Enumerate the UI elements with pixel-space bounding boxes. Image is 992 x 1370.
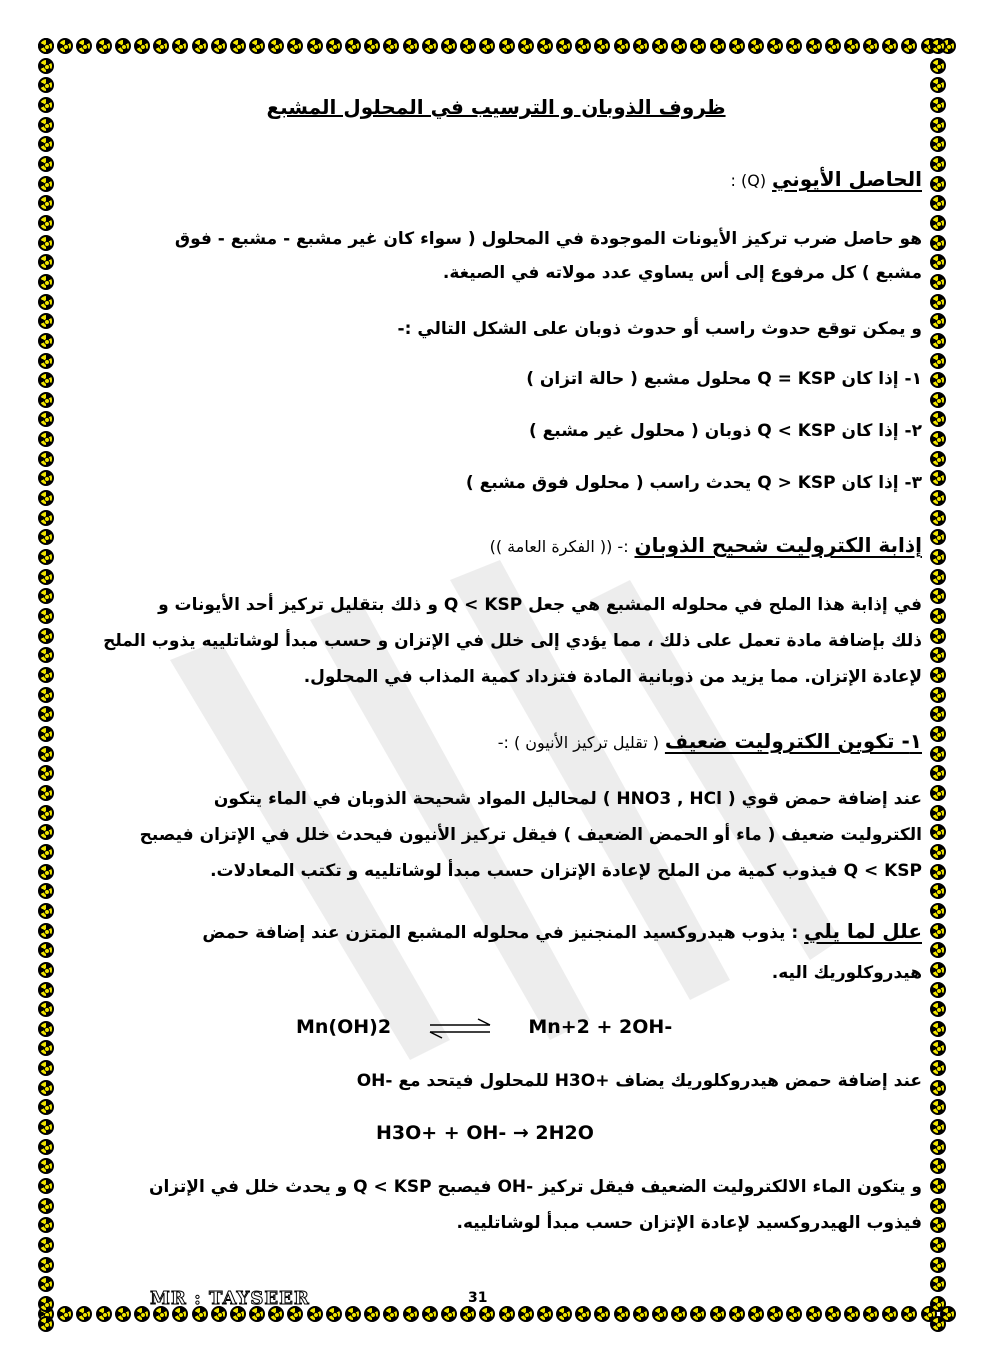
hazard-border-icon bbox=[729, 38, 745, 54]
hazard-border-icon bbox=[38, 883, 54, 899]
hazard-border-icon bbox=[38, 353, 54, 369]
hazard-border-icon bbox=[930, 1060, 946, 1076]
hazard-border-icon bbox=[249, 38, 265, 54]
hazard-border-icon bbox=[38, 962, 54, 978]
hazard-border-icon bbox=[403, 1306, 419, 1322]
hazard-border-icon bbox=[575, 1306, 591, 1322]
hazard-border-icon bbox=[38, 1316, 54, 1332]
hazard-border-icon bbox=[38, 1276, 54, 1292]
reason-line-2: هيدروكلوريك اليه. bbox=[771, 963, 922, 983]
hazard-border-icon bbox=[806, 38, 822, 54]
hazard-border-icon bbox=[422, 1306, 438, 1322]
author-signature: MR : TAYSEER bbox=[150, 1288, 310, 1309]
hazard-border-icon bbox=[460, 1306, 476, 1322]
hazard-border-icon bbox=[930, 608, 946, 624]
hazard-border-icon bbox=[710, 38, 726, 54]
hazard-border-icon bbox=[594, 38, 610, 54]
hazard-border-icon bbox=[767, 1306, 783, 1322]
hazard-border-icon bbox=[901, 38, 917, 54]
dissolving-heading: إذابة الكتروليت شحيح الذوبان :- (( الفكرة العامة )) bbox=[489, 533, 922, 557]
hazard-border-icon bbox=[38, 372, 54, 388]
hazard-border-icon bbox=[38, 1198, 54, 1214]
page-number: 31 bbox=[468, 1290, 488, 1306]
hazard-border-icon bbox=[96, 38, 112, 54]
hazard-border-icon bbox=[38, 687, 54, 703]
hazard-border-icon bbox=[38, 529, 54, 545]
hazard-border-icon bbox=[441, 38, 457, 54]
hazard-border-icon bbox=[38, 982, 54, 998]
hazard-border-icon bbox=[671, 38, 687, 54]
hazard-border-icon bbox=[652, 38, 668, 54]
hazard-border-icon bbox=[930, 805, 946, 821]
hazard-border-icon bbox=[38, 1158, 54, 1174]
hazard-border-icon bbox=[38, 392, 54, 408]
hazard-border-icon bbox=[930, 883, 946, 899]
hazard-border-icon bbox=[652, 1306, 668, 1322]
hazard-border-icon bbox=[76, 1306, 92, 1322]
hazard-border-icon bbox=[38, 215, 54, 231]
hazard-border-icon bbox=[326, 38, 342, 54]
hazard-border-icon bbox=[38, 451, 54, 467]
hazard-border-icon bbox=[38, 726, 54, 742]
hazard-border-icon bbox=[930, 1080, 946, 1096]
hazard-border-icon bbox=[930, 38, 946, 54]
hazard-border-icon bbox=[930, 824, 946, 840]
hazard-border-icon bbox=[38, 274, 54, 290]
hazard-border-icon bbox=[38, 569, 54, 585]
hazard-border-icon bbox=[930, 687, 946, 703]
hazard-border-icon bbox=[930, 647, 946, 663]
hazard-border-icon bbox=[38, 176, 54, 192]
hazard-border-icon bbox=[930, 1158, 946, 1174]
hazard-border-icon bbox=[192, 38, 208, 54]
hazard-border-icon bbox=[38, 470, 54, 486]
hazard-border-icon bbox=[345, 1306, 361, 1322]
definition-line-1: هو حاصل ضرب تركيز الأيونات الموجودة في المحلول ( سواء كان غير مشبع - مشبع - فوق bbox=[174, 229, 922, 249]
hazard-border-icon bbox=[930, 667, 946, 683]
hazard-border-icon bbox=[38, 1060, 54, 1076]
hazard-border-icon bbox=[38, 785, 54, 801]
hazard-border-icon bbox=[930, 372, 946, 388]
hazard-border-icon bbox=[901, 1306, 917, 1322]
hazard-border-icon bbox=[268, 38, 284, 54]
hazard-border-icon bbox=[38, 864, 54, 880]
hazard-border-icon bbox=[729, 1306, 745, 1322]
equilibrium-arrows-icon bbox=[428, 1017, 492, 1039]
hazard-border-icon bbox=[748, 38, 764, 54]
hazard-border-icon bbox=[38, 411, 54, 427]
hazard-border-icon bbox=[748, 1306, 764, 1322]
dissolving-line-3: لإعادة الإتزان. مما يزيد من ذوبانية المادة فتزداد كمية المذاب في المحلول. bbox=[303, 667, 922, 687]
hazard-border-icon bbox=[38, 195, 54, 211]
hazard-border-icon bbox=[930, 176, 946, 192]
hazard-border-icon bbox=[38, 608, 54, 624]
hazard-border-icon bbox=[499, 1306, 515, 1322]
hazard-border-icon bbox=[38, 58, 54, 74]
hazard-border-icon bbox=[930, 1257, 946, 1273]
hazard-border-icon bbox=[930, 235, 946, 251]
hazard-border-icon bbox=[38, 588, 54, 604]
hazard-border-icon bbox=[930, 510, 946, 526]
case-item-3: ٣- إذا كان Q > KSP يحدث راسب ( محلول فوق مشبع ) bbox=[465, 473, 922, 493]
hazard-border-icon bbox=[930, 353, 946, 369]
hazard-border-icon bbox=[38, 136, 54, 152]
definition-line-2: مشبع ) كل مرفوع إلى أس يساوي عدد مولاته في الصيغة. bbox=[442, 263, 922, 283]
hazard-border-icon bbox=[930, 313, 946, 329]
hazard-border-icon bbox=[930, 136, 946, 152]
hazard-border-icon bbox=[930, 942, 946, 958]
hazard-border-icon bbox=[287, 38, 303, 54]
hazard-border-icon bbox=[930, 864, 946, 880]
hazard-border-icon bbox=[38, 824, 54, 840]
hazard-border-icon bbox=[930, 58, 946, 74]
hazard-border-icon bbox=[326, 1306, 342, 1322]
weak-electrolyte-line-1: عند إضافة حمض قوي ( HNO3 , HCl ) لمحاليل المواد شحيحة الذوبان في الماء يتكون bbox=[213, 789, 922, 809]
hazard-border-icon bbox=[38, 765, 54, 781]
hazard-border-icon bbox=[806, 1306, 822, 1322]
hazard-border-icon bbox=[930, 451, 946, 467]
hazard-border-icon bbox=[38, 97, 54, 113]
hazard-border-icon bbox=[38, 1080, 54, 1096]
hazard-border-icon bbox=[38, 1021, 54, 1037]
hazard-border-icon bbox=[930, 746, 946, 762]
hazard-border-icon bbox=[38, 117, 54, 133]
conclusion-line-2: فيذوب الهيدروكسيد لإعادة الإتزان حسب مبدأ لوشاتلييه. bbox=[456, 1213, 922, 1233]
hazard-border-icon bbox=[307, 38, 323, 54]
hazard-border-icon bbox=[153, 38, 169, 54]
hazard-border-icon bbox=[863, 1306, 879, 1322]
page-border-left bbox=[38, 38, 64, 1332]
hazard-border-icon bbox=[594, 1306, 610, 1322]
hazard-border-icon bbox=[38, 1237, 54, 1253]
hazard-border-icon bbox=[38, 1178, 54, 1194]
hazard-border-icon bbox=[479, 1306, 495, 1322]
hazard-border-icon bbox=[614, 1306, 630, 1322]
hazard-border-icon bbox=[786, 38, 802, 54]
hazard-border-icon bbox=[38, 313, 54, 329]
hazard-border-icon bbox=[38, 431, 54, 447]
page-border-right bbox=[930, 38, 956, 1332]
hazard-border-icon bbox=[575, 38, 591, 54]
hazard-border-icon bbox=[844, 1306, 860, 1322]
hazard-border-icon bbox=[930, 411, 946, 427]
hazard-border-icon bbox=[134, 38, 150, 54]
hazard-border-icon bbox=[825, 38, 841, 54]
hazard-border-icon bbox=[930, 1237, 946, 1253]
hazard-border-icon bbox=[633, 1306, 649, 1322]
hazard-border-icon bbox=[930, 392, 946, 408]
hazard-border-icon bbox=[690, 1306, 706, 1322]
hazard-border-icon bbox=[38, 1139, 54, 1155]
hazard-border-icon bbox=[38, 1119, 54, 1135]
hazard-border-icon bbox=[115, 38, 131, 54]
reason-question: علل لما يلي : يذوب هيدروكسيد المنجنيز في محلوله المشبع المتزن عند إضافة حمض bbox=[202, 919, 922, 943]
hazard-border-icon bbox=[422, 38, 438, 54]
hazard-border-icon bbox=[930, 1178, 946, 1194]
hazard-border-icon bbox=[364, 38, 380, 54]
hazard-border-icon bbox=[863, 38, 879, 54]
hazard-border-icon bbox=[930, 431, 946, 447]
weak-electrolyte-heading: ١- تكوين الكتروليت ضعيف ( تقليل تركيز الأنيون ) :- bbox=[497, 729, 922, 753]
hazard-border-icon bbox=[38, 294, 54, 310]
hazard-border-icon bbox=[930, 844, 946, 860]
hazard-border-icon bbox=[930, 923, 946, 939]
dissolving-line-2: ذلك بإضافة مادة تعمل على ذلك ، مما يؤدي إلى خلل في الإتزان و حسب مبدأ لوشاتلييه يذوب الملح bbox=[103, 631, 922, 651]
hazard-border-icon bbox=[230, 38, 246, 54]
hazard-border-icon bbox=[882, 38, 898, 54]
page-border-bottom bbox=[38, 1306, 956, 1332]
hazard-border-icon bbox=[930, 982, 946, 998]
hazard-border-icon bbox=[556, 1306, 572, 1322]
hazard-border-icon bbox=[930, 470, 946, 486]
hazard-border-icon bbox=[825, 1306, 841, 1322]
hazard-border-icon bbox=[383, 1306, 399, 1322]
hazard-border-icon bbox=[499, 38, 515, 54]
hazard-border-icon bbox=[930, 156, 946, 172]
conclusion-line-1: و يتكون الماء الالكتروليت الضعيف فيقل تركيز -OH فيصبح Q < KSP و يحدث خلل في الإتزان bbox=[148, 1177, 922, 1197]
hazard-border-icon bbox=[38, 490, 54, 506]
hazard-border-icon bbox=[930, 628, 946, 644]
hazard-border-icon bbox=[930, 254, 946, 270]
hazard-border-icon bbox=[930, 1040, 946, 1056]
hazard-border-icon bbox=[930, 588, 946, 604]
hazard-border-icon bbox=[364, 1306, 380, 1322]
hazard-border-icon bbox=[96, 1306, 112, 1322]
hazard-border-icon bbox=[671, 1306, 687, 1322]
hazard-border-icon bbox=[930, 1276, 946, 1292]
hazard-border-icon bbox=[930, 1139, 946, 1155]
hazard-border-icon bbox=[930, 569, 946, 585]
hazard-border-icon bbox=[38, 333, 54, 349]
hazard-border-icon bbox=[38, 549, 54, 565]
case-item-2: ٢- إذا كان Q < KSP ذوبان ( محلول غير مشبع ) bbox=[528, 421, 922, 441]
hazard-border-icon bbox=[403, 38, 419, 54]
page-border-top bbox=[38, 38, 956, 64]
hazard-border-icon bbox=[556, 38, 572, 54]
hazard-border-icon bbox=[930, 77, 946, 93]
hazard-border-icon bbox=[38, 1001, 54, 1017]
neutralization-equation: H3O+ + OH- → 2H2O bbox=[376, 1122, 594, 1144]
hazard-border-icon bbox=[38, 1257, 54, 1273]
hazard-border-icon bbox=[537, 1306, 553, 1322]
hazard-border-icon bbox=[633, 38, 649, 54]
hazard-border-icon bbox=[38, 628, 54, 644]
hazard-border-icon bbox=[76, 38, 92, 54]
hazard-border-icon bbox=[460, 38, 476, 54]
equilibrium-equation: Mn(OH)2 Mn+2 + 2OH- bbox=[296, 1016, 673, 1038]
hazard-border-icon bbox=[172, 38, 188, 54]
hazard-border-icon bbox=[930, 97, 946, 113]
hazard-border-icon bbox=[479, 38, 495, 54]
hazard-border-icon bbox=[38, 667, 54, 683]
hazard-border-icon bbox=[882, 1306, 898, 1322]
hazard-border-icon bbox=[115, 1306, 131, 1322]
hazard-border-icon bbox=[211, 38, 227, 54]
hazard-border-icon bbox=[383, 38, 399, 54]
page-title: ظروف الذوبان و الترسيب في المحلول المشبع bbox=[266, 95, 726, 119]
hazard-border-icon bbox=[38, 1296, 54, 1312]
hazard-border-icon bbox=[930, 765, 946, 781]
prediction-intro: و يمكن توقع حدوث راسب أو حدوث ذوبان على الشكل التالي :- bbox=[397, 319, 922, 339]
hazard-border-icon bbox=[930, 549, 946, 565]
hazard-border-icon bbox=[441, 1306, 457, 1322]
hazard-border-icon bbox=[930, 1296, 946, 1312]
hazard-border-icon bbox=[930, 726, 946, 742]
hazard-border-icon bbox=[930, 962, 946, 978]
hazard-border-icon bbox=[767, 38, 783, 54]
hazard-border-icon bbox=[38, 235, 54, 251]
hazard-border-icon bbox=[38, 903, 54, 919]
hazard-border-icon bbox=[38, 844, 54, 860]
hazard-border-icon bbox=[614, 38, 630, 54]
hazard-border-icon bbox=[930, 1217, 946, 1233]
hazard-border-icon bbox=[38, 923, 54, 939]
hazard-border-icon bbox=[786, 1306, 802, 1322]
weak-electrolyte-line-2: الكتروليت ضعيف ( ماء أو الحمض الضعيف ) فيقل تركيز الأنيون فيحدث خلل في الإتزان فيصبح bbox=[139, 825, 922, 845]
dissolving-line-1: في إذابة هذا الملح في محلوله المشبع هي جعل Q < KSP و ذلك بتقليل تركيز أحد الأيونات و bbox=[158, 595, 922, 615]
weak-electrolyte-line-3: Q < KSP فيذوب كمية من الملح لإعادة الإتزان حسب مبدأ لوشاتلييه و تكتب المعادلات. bbox=[210, 861, 922, 881]
hazard-border-icon bbox=[930, 1316, 946, 1332]
hazard-border-icon bbox=[930, 1198, 946, 1214]
hazard-border-icon bbox=[930, 1119, 946, 1135]
hazard-border-icon bbox=[345, 38, 361, 54]
hazard-border-icon bbox=[930, 195, 946, 211]
hazard-border-icon bbox=[930, 706, 946, 722]
hazard-border-icon bbox=[38, 38, 54, 54]
hazard-border-icon bbox=[518, 38, 534, 54]
hazard-border-icon bbox=[38, 1040, 54, 1056]
hazard-border-icon bbox=[930, 529, 946, 545]
hazard-border-icon bbox=[930, 903, 946, 919]
ionic-product-heading: الحاصل الأيوني (Q) : bbox=[730, 167, 922, 191]
hazard-border-icon bbox=[930, 490, 946, 506]
hazard-border-icon bbox=[930, 333, 946, 349]
hazard-border-icon bbox=[537, 38, 553, 54]
hazard-border-icon bbox=[38, 1099, 54, 1115]
hazard-border-icon bbox=[710, 1306, 726, 1322]
hazard-border-icon bbox=[690, 38, 706, 54]
hazard-border-icon bbox=[518, 1306, 534, 1322]
hazard-border-icon bbox=[38, 647, 54, 663]
hazard-border-icon bbox=[38, 1217, 54, 1233]
hazard-border-icon bbox=[38, 805, 54, 821]
hazard-border-icon bbox=[930, 1001, 946, 1017]
hazard-border-icon bbox=[930, 785, 946, 801]
hazard-border-icon bbox=[930, 215, 946, 231]
hazard-border-icon bbox=[38, 746, 54, 762]
hazard-border-icon bbox=[38, 156, 54, 172]
hazard-border-icon bbox=[930, 1099, 946, 1115]
hazard-border-icon bbox=[38, 77, 54, 93]
hazard-border-icon bbox=[844, 38, 860, 54]
hazard-border-icon bbox=[930, 1021, 946, 1037]
hazard-border-icon bbox=[38, 942, 54, 958]
hazard-border-icon bbox=[38, 510, 54, 526]
addition-line: عند إضافة حمض هيدروكلوريك يضاف +H3O للمحلول فيتحد مع -OH bbox=[356, 1071, 922, 1091]
hazard-border-icon bbox=[38, 254, 54, 270]
hazard-border-icon bbox=[38, 706, 54, 722]
hazard-border-icon bbox=[930, 117, 946, 133]
hazard-border-icon bbox=[930, 294, 946, 310]
hazard-border-icon bbox=[930, 274, 946, 290]
hazard-border-icon bbox=[134, 1306, 150, 1322]
case-item-1: ١- إذا كان Q = KSP محلول مشبع ( حالة اتزان ) bbox=[526, 369, 922, 389]
